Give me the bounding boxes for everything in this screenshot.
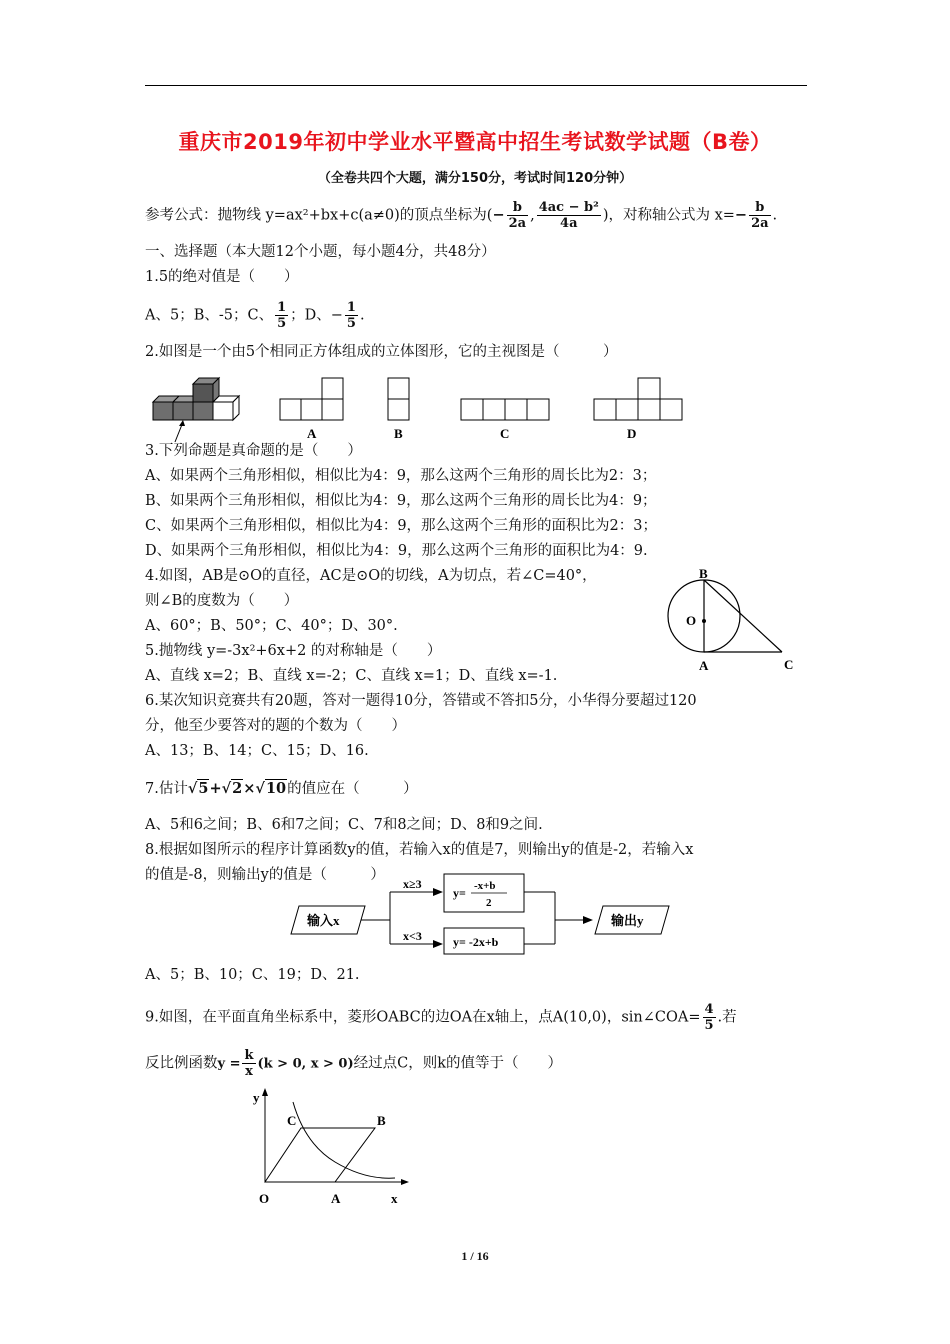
axis-x-label: x [391,1191,398,1206]
condition-bottom: x<3 [403,929,422,943]
question-2-stem: 2.如图是一个由5个相同正方体组成的立体图形，它的主视图是（ ） [145,344,618,360]
fraction: $\frac{b}{2a}$ [751,200,769,231]
input-label: 输入x [307,913,340,928]
point-c-label: C [784,657,794,672]
svg-text:2: 2 [486,897,492,909]
fraction: $\frac{1}{5}$ [346,300,356,331]
question-3-option-a: A、如果两个三角形相似，相似比为4：9，那么这两个三角形的周长比为2：3； [145,468,657,484]
question-5-options: A、直线 x=2；B、直线 x=-2；C、直线 x=1；D、直线 x=-1. [145,668,558,684]
fraction: $\frac{b}{2a}$ [508,200,527,231]
svg-text:-x+b: -x+b [474,880,496,892]
question-7-stem: 7.估计√5+√2×√10的值应在（ ） [145,780,418,797]
question-4-stem: 4.如图，AB是⊙O的直径，AC是⊙O的切线，A为切点，若∠C=40°， [145,568,597,584]
reference-formula: 参考公式：抛物线 y=ax²+bx+c(a≠0)的顶点坐标为(− $\frac{b}{2a}$ , $\frac{\text{4ac − b²}}{4a}$ )，对称轴公式为 x=− $\frac{b}{2a}$ . [145,200,778,231]
fraction: $\frac{\text{4ac − b²}}{4a}$ [538,200,599,231]
question-1-options: A、5；B、-5；C、 $\frac{1}{5}$ ；D、− $\frac{1}{5}$ . [145,300,365,331]
svg-text:y=: y= [453,886,466,900]
question-8-stem-2: 的值是-8，则输出y的值是（ ） [145,867,385,883]
question-1-stem: 1.5的绝对值是（ ） [145,269,299,285]
question-3-option-c: C、如果两个三角形相似，相似比为4：9，那么这两个三角形的面积比为2：3； [145,518,657,534]
condition-top: x≥3 [403,877,422,891]
rhombus-oabc [265,1128,375,1182]
axis-y-label: y [253,1090,260,1105]
point-a-label: A [331,1191,341,1206]
question-6-options: A、13；B、14；C、15；D、16. [145,743,369,759]
question-2-figure [145,372,705,444]
output-label: 输出y [611,913,644,928]
point-b-label: B [377,1113,386,1128]
point-a-label: A [699,658,709,673]
question-4-options: A、60°；B、50°；C、40°；D、30°. [145,618,398,634]
question-3-stem: 3.下列命题是真命题的是（ ） [145,443,362,459]
question-6-stem-2: 分，他至少要答对的题的个数为（ ） [145,718,406,734]
section-heading: 一、选择题（本大题12个小题，每小题4分，共48分） [145,244,496,260]
exam-subtitle: （全卷共四个大题，满分150分，考试时间120分钟） [317,171,633,186]
option-label-d: D [627,426,637,441]
question-5-stem: 5.抛物线 y=-3x²+6x+2 的对称轴是（ ） [145,643,442,659]
point-o-label: O [686,613,697,628]
fraction: $\frac{4}{5}$ [704,1002,714,1033]
svg-text:y= -2x+b: y= -2x+b [453,935,499,949]
question-9-stem: 9.如图，在平面直角坐标系中，菱形OABC的边OA在x轴上，点A(10,0)，sin∠COA= $\frac{4}{5}$ .若 [145,1002,737,1033]
option-label-c: C [500,426,510,441]
header-rule [145,85,807,86]
question-3-option-b: B、如果两个三角形相似，相似比为4：9，那么这两个三角形的周长比为4：9； [145,493,657,509]
view-option-c [461,399,549,420]
question-8-flowchart [285,870,675,960]
question-3-option-d: D、如果两个三角形相似，相似比为4：9，那么这两个三角形的面积比为4：9. [145,543,648,559]
view-option-a [280,378,343,420]
point-c-label: C [287,1113,297,1128]
option-label-a: A [307,426,317,441]
question-4-figure [660,566,810,676]
question-9-figure [245,1082,415,1210]
exam-title: 重庆市2019年初中学业水平暨高中招生考试数学试题（B卷） [178,130,772,154]
point-b-label: B [699,566,708,581]
question-8-stem: 8.根据如图所示的程序计算函数y的值，若输入x的值是7，则输出y的值是-2，若输入x [145,842,694,858]
question-6-stem: 6.某次知识竞赛共有20题，答对一题得10分，答错或不答扣5分，小华得分要超过120 [145,693,697,709]
question-4-stem-2: 则∠B的度数为（ ） [145,593,299,609]
solid-figure [153,378,239,420]
fraction: $\frac{1}{5}$ [277,300,287,331]
question-8-options: A、5；B、10；C、19；D、21. [145,967,360,983]
question-7-options: A、5和6之间；B、6和7之间；C、7和8之间；D、8和9之间. [145,817,543,833]
view-option-d [594,378,682,420]
question-9-stem-2: 反比例函数y = $\frac{k}{x}$ (k > 0, x > 0)经过点C，则k的值等于（ ） [145,1048,562,1079]
option-label-b: B [394,426,403,441]
view-option-b [388,378,409,420]
page-number: 1 / 16 [461,1249,489,1263]
fraction: $\frac{k}{x}$ [244,1048,254,1079]
origin-label: O [259,1191,270,1206]
